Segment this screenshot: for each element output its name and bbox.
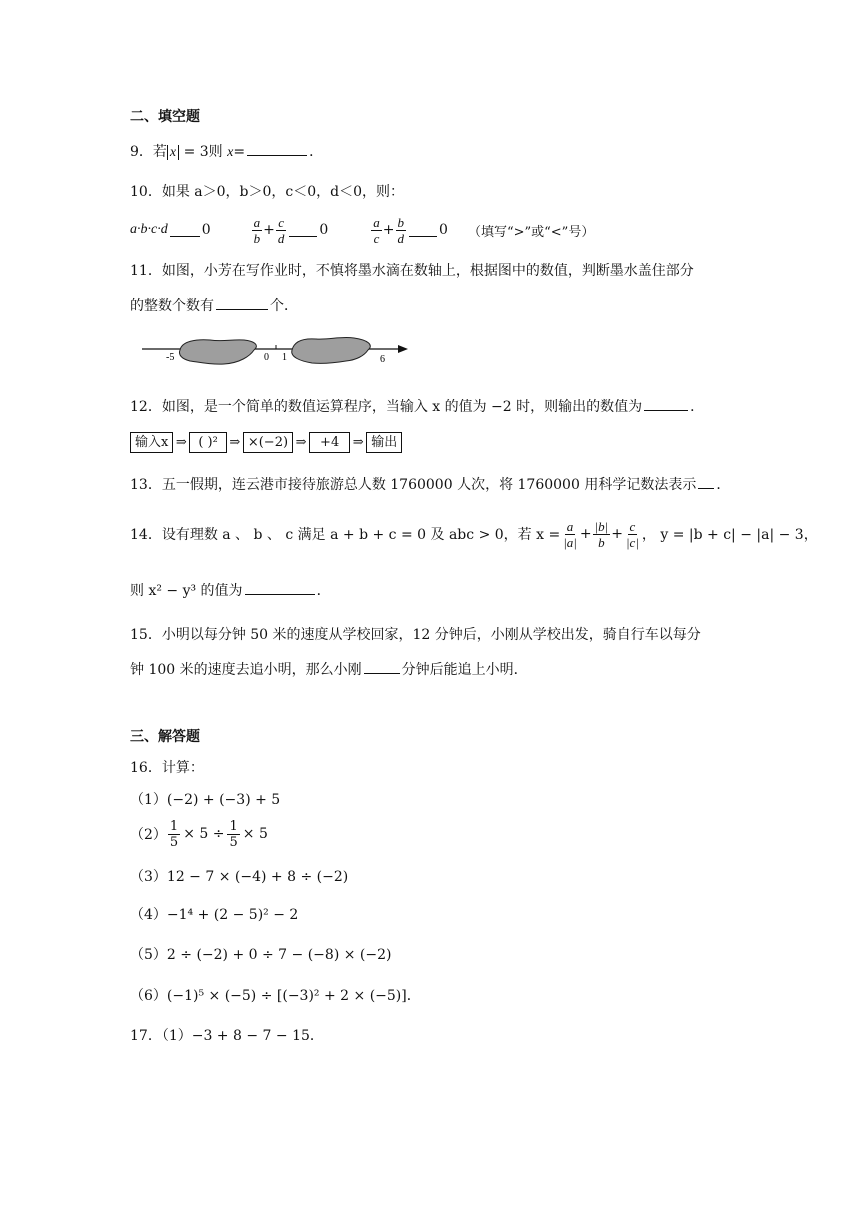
axis-label-6: 6 — [380, 354, 385, 365]
question-12-text — [130, 396, 704, 416]
q9-abs-expr: x — [167, 145, 179, 160]
number-line-arrow — [398, 345, 408, 353]
q12-end: ． — [690, 399, 705, 415]
q16-item-2-frac2: $\frac{1}{5}$ — [229, 818, 238, 850]
q16-item-2-mid: × 5 ÷ — [183, 826, 225, 842]
question-17: 17．（1）−3 + 8 − 7 − 15． — [130, 1028, 324, 1044]
q14-frac-b: $\frac{|b|}{b}$ — [594, 518, 609, 550]
question-13 — [130, 474, 730, 494]
question-11-line1: 11．如图，小芳在写作业时，不慎将墨水滴在数轴上，根据图中的数值，判断墨水盖住部分 — [130, 263, 694, 279]
q16-item-5: （5）2 ÷ (−2) + 0 ÷ 7 − (−8) × (−2) — [130, 947, 392, 963]
question-14-line2 — [130, 580, 331, 600]
flow-arrow-icon: ⇒ — [229, 435, 241, 450]
q15-end: 分钟后能追上小明． — [401, 662, 528, 678]
q14-answer-blank[interactable] — [245, 582, 315, 595]
q10-zero-3: 0 — [439, 222, 448, 238]
q10-blank-3[interactable] — [409, 224, 437, 237]
q14-frac-a: $\frac{a}{|a|}$ — [563, 518, 577, 550]
flow-square-box: ( )² — [189, 432, 227, 453]
q12-answer-blank[interactable] — [644, 398, 688, 411]
q11-answer-blank[interactable] — [216, 297, 268, 310]
q10-zero-1: 0 — [201, 222, 211, 238]
q13-end: ． — [716, 477, 731, 493]
q10-plus-2: + — [382, 222, 395, 238]
q9-eq: = 3则 — [179, 144, 228, 160]
q16-item-2-tail: × 5 — [242, 826, 268, 842]
q9-end: ． — [309, 144, 324, 160]
section-title-solutions: 三、解答题 — [130, 729, 200, 745]
flow-multiply-box: ×(−2) — [243, 432, 293, 453]
q16-item-6: （6）(−1)⁵ × (−5) ÷ [(−3)² + 2 × (−5)]． — [130, 988, 421, 1004]
program-flowchart — [130, 432, 402, 453]
q14-line2-text: 则 x² − y³ 的值为 — [130, 583, 243, 599]
q10-frac-c-d: $\frac{c}{d}$ — [277, 214, 285, 246]
q16-item-2-label: （2） — [130, 827, 167, 843]
q9-tail: = — [233, 144, 246, 160]
number-line-figure — [140, 330, 420, 372]
q16-item-3: （3）12 − 7 × (−4) + 8 ÷ (−2) — [130, 869, 349, 885]
question-10-line1: 10．如果 a＞0，b＞0，c＜0，d＜0，则： — [130, 184, 405, 200]
section-title-fill-in: 二、填空题 — [130, 109, 200, 125]
flow-arrow-icon: ⇒ — [352, 435, 364, 450]
flow-input-box: 输入x — [130, 432, 173, 453]
question-16-title: 16．计算： — [130, 760, 204, 776]
q10-note: （填写“>”或“<”号） — [467, 224, 595, 240]
q14-end: ． — [316, 583, 331, 599]
q16-item-2-frac1: $\frac{1}{5}$ — [169, 818, 179, 850]
flow-output-box: 输出 — [366, 432, 402, 453]
q10-frac-b-d: $\frac{b}{d}$ — [397, 214, 405, 246]
question-9 — [130, 141, 323, 161]
flow-arrow-icon: ⇒ — [175, 435, 187, 450]
ink-blot-left — [179, 340, 256, 364]
q10-frac-a-b: $\frac{a}{b}$ — [253, 214, 261, 246]
q15-line2-text: 钟 100 米的速度去追小明，那么小刚 — [130, 662, 362, 678]
q10-blank-1[interactable] — [170, 224, 200, 237]
axis-label-0: 0 — [264, 352, 269, 363]
ink-blot-right — [292, 337, 371, 363]
q10-expr1: a·b·c·d — [130, 222, 168, 237]
axis-label-minus5: -5 — [166, 352, 175, 363]
flow-arrow-icon: ⇒ — [295, 435, 307, 450]
q15-answer-blank[interactable] — [364, 661, 400, 674]
q11-line2-text: 的整数个数有 — [130, 298, 214, 314]
q10-blank-2[interactable] — [289, 224, 317, 237]
q12-text: 12．如图，是一个简单的数值运算程序，当输入 x 的值为 −2 时，则输出的数值为 — [130, 399, 643, 415]
axis-label-1: 1 — [282, 352, 287, 363]
q9-prefix: 9．若 — [130, 144, 167, 160]
q14-prefix: 14．设有理数 a 、 b 、 c 满足 a + b + c = 0 及 abc > 0，若 x = — [130, 527, 561, 543]
q16-item-4: （4）−1⁴ + (2 − 5)² − 2 — [130, 907, 299, 923]
question-15-line1: 15．小明以每分钟 50 米的速度从学校回家，12 分钟后，小刚从学校出发，骑自行车以每分 — [130, 627, 701, 643]
q16-item-1: （1）(−2) + (−3) + 5 — [130, 792, 281, 808]
q10-plus-1: + — [263, 222, 275, 238]
question-11-line2 — [130, 295, 298, 315]
flow-add-box: +4 — [309, 432, 350, 453]
q13-text: 13．五一假期，连云港市接待旅游总人数 1760000 人次，将 1760000 用科学记数法表示 — [130, 477, 697, 493]
question-15-line2 — [130, 659, 528, 679]
q16-item-2 — [130, 816, 268, 852]
q10-zero-2: 0 — [319, 222, 329, 238]
question-10-line2 — [130, 213, 594, 247]
q9-var: x — [227, 145, 234, 160]
q13-answer-blank[interactable] — [698, 476, 714, 489]
q11-line2-end: 个． — [270, 298, 298, 314]
q9-answer-blank[interactable] — [247, 143, 307, 156]
q14-y-expr: ， y = |b + c| − |a| − 3， — [641, 527, 818, 543]
q14-frac-c: $\frac{c}{|c|}$ — [625, 518, 639, 550]
q10-frac-a-c: $\frac{a}{c}$ — [373, 214, 380, 246]
question-14-line1: 14．设有理数 a 、 b 、 c 满足 a + b + c = 0 及 abc > 0，若 x = $\frac{a}{|a|}$ + $\frac{|b|}{b}$ + $\frac{c}{|c|}$ ， y = |b + c| − |a| − 3， — [130, 518, 818, 550]
